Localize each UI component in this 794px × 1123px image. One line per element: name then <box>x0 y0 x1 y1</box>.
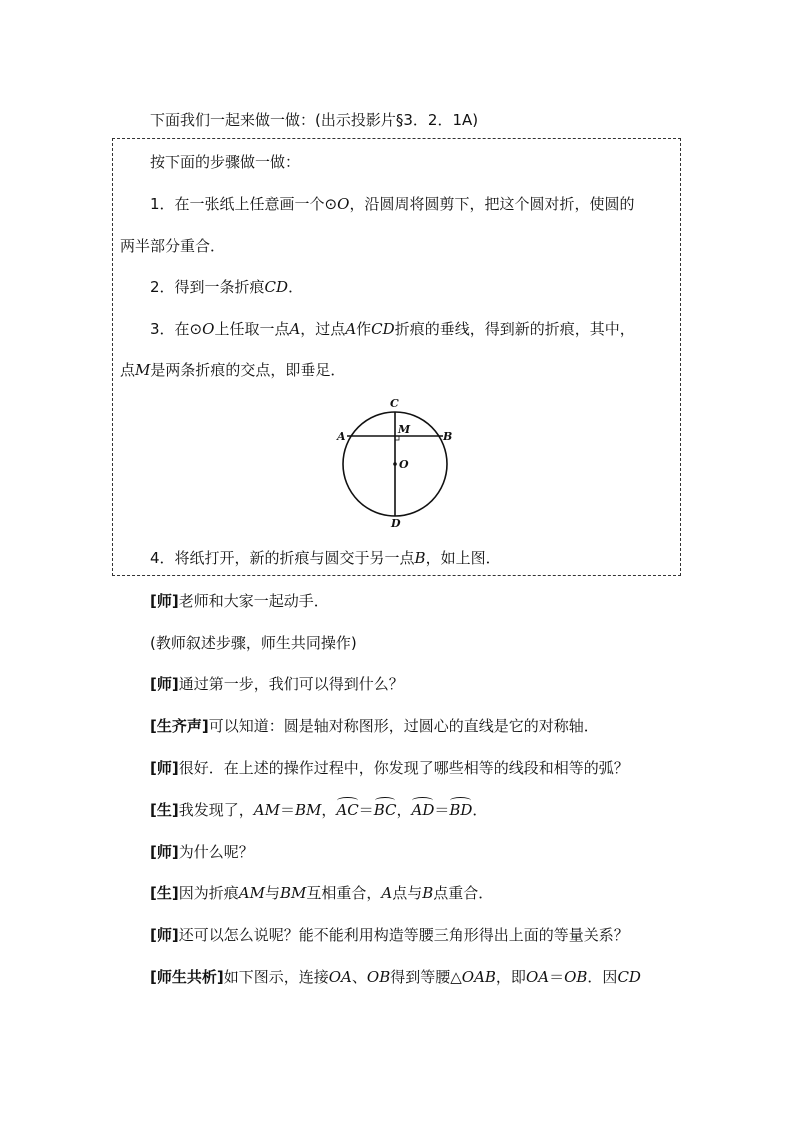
arc-AC: AC <box>336 801 359 819</box>
label-M: M <box>398 423 411 436</box>
step-2-var-CD: CD <box>264 278 289 296</box>
step-3-text-c: ，过点 <box>300 320 346 338</box>
dialogue-line-8 <box>150 883 493 903</box>
separator: ， <box>396 801 412 819</box>
var-AM: AM <box>253 801 280 819</box>
var-CD: CD <box>617 968 641 986</box>
var-BM: BM <box>294 801 322 819</box>
dialogue-text: 很好．在上述的操作过程中，你发现了哪些相等的线段和相等的弧？ <box>178 759 629 777</box>
var-OAB: OAB <box>461 968 496 986</box>
speaker-tag: [师] <box>150 926 179 944</box>
step-3-var-O: O <box>202 320 215 338</box>
dialogue-line-5 <box>150 758 629 778</box>
step-3-var-A2: A <box>345 320 357 338</box>
arc-BD: BD <box>449 801 473 819</box>
dialogue-text: 互相重合， <box>306 884 382 902</box>
speaker-tag: [师生共析] <box>150 968 224 986</box>
step-3-continuation <box>120 360 345 380</box>
step-4-text-b: ，如上图． <box>425 549 501 567</box>
dialogue-text: ，即 <box>495 968 526 986</box>
arc-AD: AD <box>411 801 435 819</box>
dialogue-text: 如下图示，连接 <box>223 968 329 986</box>
dialogue-line-6 <box>150 800 487 820</box>
arc-BC: BC <box>373 801 397 819</box>
step-3-text-a: 3．在⊙ <box>150 320 203 338</box>
separator: ， <box>321 801 337 819</box>
label-D: D <box>391 517 401 530</box>
step-3-text-d: 作 <box>356 320 372 338</box>
equals-sign: ＝ <box>279 801 295 819</box>
box-heading: 按下面的步骤做一做： <box>150 153 301 171</box>
dialogue-text: 我发现了， <box>178 801 254 819</box>
equals-sign: ＝ <box>549 968 565 986</box>
dialogue-text: 因为折痕 <box>178 884 239 902</box>
dialogue-line-9 <box>150 925 629 945</box>
step-2-text-b: ． <box>288 278 304 296</box>
var-OA: OA <box>328 968 352 986</box>
dialogue-line-7 <box>150 842 254 862</box>
step-4-text-a: 4．将纸打开，新的折痕与圆交于另一点 <box>150 549 415 567</box>
dialogue-text: 通过第一步，我们可以得到什么？ <box>178 675 404 693</box>
step-4-line <box>150 548 501 568</box>
dialogue-text: 、 <box>351 968 367 986</box>
label-B: B <box>443 430 453 443</box>
dialogue-line-10 <box>150 967 641 987</box>
step-3-text-g: 是两条折痕的交点，即垂足． <box>150 361 346 379</box>
dialogue-line-4 <box>150 716 599 736</box>
var-AM: AM <box>238 884 265 902</box>
dialogue-text: 与 <box>264 884 280 902</box>
intro-text: 下面我们一起来做一做：(出示投影片§3．2．1A) <box>150 111 479 129</box>
period: ． <box>472 801 488 819</box>
var-B: B <box>422 884 434 902</box>
speaker-tag: [师] <box>150 675 179 693</box>
dialogue-text: 可以知道：圆是轴对称图形，过圆心的直线是它的对称轴． <box>208 717 599 735</box>
step-1-var-O: O <box>337 195 350 213</box>
var-BM: BM <box>279 884 307 902</box>
var-A: A <box>381 884 393 902</box>
equals-sign: ＝ <box>358 801 374 819</box>
dialogue-line-1 <box>150 591 329 611</box>
step-3-text-f: 点 <box>120 361 136 379</box>
dialogue-line-3 <box>150 674 404 694</box>
dialogue-text: 老师和大家一起动手． <box>178 592 329 610</box>
step-3-var-M: M <box>135 361 151 379</box>
equals-sign: ＝ <box>434 801 450 819</box>
step-3-var-A: A <box>289 320 301 338</box>
step-3-var-CD: CD <box>371 320 395 338</box>
speaker-tag: [生] <box>150 801 179 819</box>
label-O: O <box>399 458 409 471</box>
dialogue-text: ．因 <box>587 968 618 986</box>
step-1-text-a: 1．在一张纸上任意画一个⊙ <box>150 195 338 213</box>
center-point <box>393 462 397 466</box>
speaker-tag: [生齐声] <box>150 717 209 735</box>
speaker-tag: [生] <box>150 884 179 902</box>
step-1-line <box>150 194 634 214</box>
step-4-var-B: B <box>414 549 426 567</box>
step-3-line <box>150 319 635 339</box>
step-2-line <box>150 277 303 297</box>
dialogue-text: 点重合． <box>433 884 494 902</box>
speaker-tag: [师] <box>150 843 179 861</box>
step-1-text-b: ，沿圆周将圆剪下，把这个圆对折，使圆的 <box>349 195 635 213</box>
dialogue-text: 得到等腰△ <box>390 968 462 986</box>
dialogue-line-2: (教师叙述步骤，师生共同操作) <box>150 634 357 652</box>
label-A: A <box>337 430 346 443</box>
step-2-text-a: 2．得到一条折痕 <box>150 278 265 296</box>
dialogue-text: 为什么呢？ <box>178 843 254 861</box>
var-OB: OB <box>366 968 391 986</box>
circle-figure <box>330 392 460 532</box>
step-1-continuation: 两半部分重合． <box>120 237 226 255</box>
speaker-tag: [师] <box>150 759 179 777</box>
var-OB: OB <box>564 968 588 986</box>
step-3-text-e: 折痕的垂线，得到新的折痕，其中， <box>394 320 635 338</box>
label-C: C <box>390 397 399 410</box>
dialogue-text: 还可以怎么说呢？能不能利用构造等腰三角形得出上面的等量关系？ <box>178 926 629 944</box>
speaker-tag: [师] <box>150 592 179 610</box>
var-OA: OA <box>525 968 550 986</box>
step-3-text-b: 上任取一点 <box>214 320 290 338</box>
dialogue-text: 点与 <box>392 884 423 902</box>
